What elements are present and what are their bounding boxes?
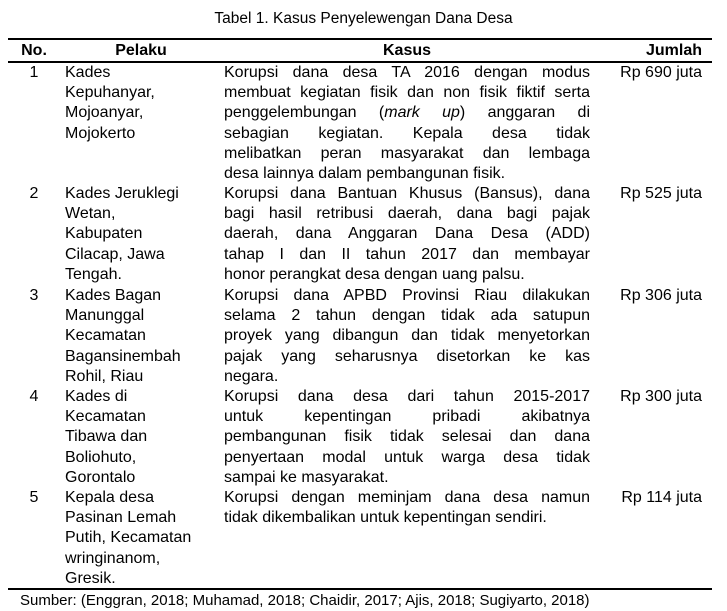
row-pelaku (65, 286, 217, 387)
header-kasus: Kasus (382, 42, 432, 59)
pelaku-line: Manunggal (65, 307, 145, 325)
kasus-line: pembangunan fisik tidak selesai dan dana (224, 428, 590, 446)
kasus-line: Korupsi dana desa TA 2016 dengan modus (224, 64, 590, 81)
pelaku-line: Wetan, (65, 205, 116, 223)
row-kasus (224, 488, 590, 528)
kasus-line-markup: penggelembungan (mark up) anggaran di (224, 104, 590, 122)
row-jumlah: Rp 690 juta (620, 64, 702, 81)
kasus-line: negara. (224, 367, 279, 385)
pelaku-line: Mojoanyar, (65, 104, 144, 122)
pelaku-line: Kades di (65, 388, 128, 405)
kasus-line: sampai ke masyarakat. (224, 468, 389, 486)
row-number: 2 (29, 185, 39, 202)
kasus-line: Korupsi dana APBD Provinsi Riau dilakukan (224, 287, 590, 304)
pelaku-line: Kecamatan (65, 327, 146, 345)
kasus-line: pajak yang seharusnya disetorkan ke kas (224, 347, 590, 365)
row-jumlah: Rp 300 juta (620, 388, 702, 405)
kasus-line: tahap I dan II tahun 2017 dan membayar (224, 245, 590, 263)
pelaku-line: Tengah. (65, 265, 122, 283)
pelaku-line: Kepala desa (65, 489, 154, 506)
kasus-line: sebagian kegiatan. Kepala desa tidak (224, 124, 590, 142)
row-jumlah: Rp 525 juta (620, 185, 702, 202)
pelaku-line: Boliohuto, (65, 448, 137, 466)
row-jumlah: Rp 306 juta (620, 287, 702, 304)
kasus-line: membuat kegiatan fisik dan non fisik fiktif serta (224, 84, 590, 102)
pelaku-line: Gresik. (65, 569, 116, 587)
kasus-line: Korupsi dengan meminjam dana desa namun (224, 489, 590, 506)
row-number: 1 (29, 64, 39, 81)
pelaku-line: Kabupaten (65, 225, 143, 243)
table-bottom-rule (8, 588, 712, 590)
kasus-line: tidak dikembalikan untuk kepentingan sendiri. (224, 509, 547, 527)
kasus-line: untuk kepentingan pribadi akibatnya (224, 408, 590, 426)
header-no: No. (21, 42, 47, 59)
kasus-line: desa lainnya dalam pembangunan fisik. (224, 165, 506, 183)
header-pelaku: Pelaku (115, 42, 167, 59)
row-kasus (224, 286, 590, 387)
pelaku-line: Cilacap, Jawa (65, 245, 165, 263)
pelaku-line: Rohil, Riau (65, 367, 144, 385)
kasus-line: honor perangkat desa dengan uang palsu. (224, 265, 525, 283)
pelaku-line: wringinanom, (65, 549, 161, 567)
row-kasus (224, 387, 590, 488)
kasus-line: Korupsi dana Bantuan Khusus (Bansus), dana (224, 185, 590, 202)
kasus-line: selama 2 tahun dengan tidak ada satupun (224, 307, 590, 325)
pelaku-line: Bagansinembah (65, 347, 181, 365)
row-kasus (224, 184, 590, 285)
pelaku-line: Gorontalo (65, 468, 136, 486)
kasus-line: penyertaan modal untuk warga desa tidak (224, 448, 590, 466)
kasus-line: Korupsi dana desa dari tahun 2015-2017 (224, 388, 590, 405)
source-note: Sumber: (Enggran, 2018; Muhamad, 2018; Chaidir, 2017; Ajis, 2018; Sugiyarto, 2018) (20, 592, 590, 609)
row-pelaku (65, 488, 217, 589)
row-pelaku (65, 184, 217, 285)
pelaku-line: Kades (65, 64, 111, 81)
header-jumlah: Jumlah (645, 42, 702, 59)
row-number: 4 (29, 388, 39, 405)
row-pelaku (65, 387, 217, 488)
pelaku-line: Tibawa dan (65, 428, 148, 446)
pelaku-line: Kades Jeruklegi (65, 185, 179, 202)
row-jumlah: Rp 114 juta (621, 489, 702, 506)
row-kasus (224, 63, 590, 184)
table-caption: Tabel 1. Kasus Penyelewengan Dana Desa (214, 10, 513, 27)
pelaku-line: Kecamatan (65, 408, 146, 426)
kasus-line: proyek yang dibangun dan tidak menyetorkan (224, 327, 590, 345)
row-number: 5 (29, 489, 39, 506)
pelaku-line: Kades Bagan (65, 287, 162, 304)
row-pelaku (65, 63, 217, 144)
kasus-line: daerah, dana Anggaran Dana Desa (ADD) (224, 225, 590, 243)
pelaku-line: Putih, Kecamatan (65, 529, 192, 547)
row-number: 3 (29, 287, 39, 304)
kasus-line: melibatkan peran masyarakat dan lembaga (224, 144, 590, 162)
pelaku-line: Mojokerto (65, 124, 136, 142)
pelaku-line: Pasinan Lemah (65, 509, 177, 527)
pelaku-line: Kepuhanyar, (65, 84, 155, 102)
kasus-line: bagi hasil retribusi daerah, dana bagi pajak (224, 205, 590, 223)
